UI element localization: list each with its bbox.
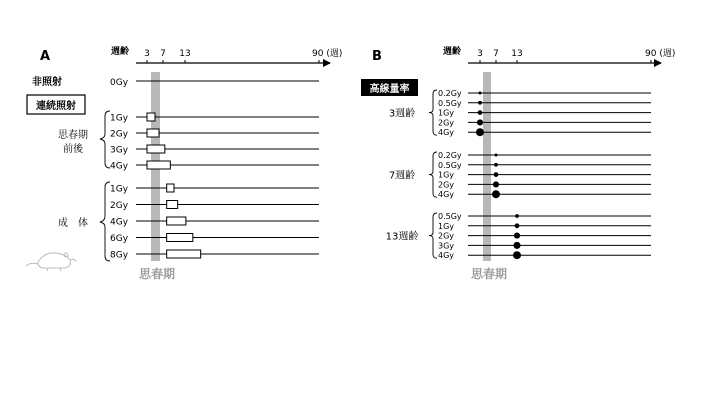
dose-marker xyxy=(494,163,498,167)
dose-label: 0.2Gy xyxy=(438,151,462,160)
dose-label: 1Gy xyxy=(438,221,455,231)
group-adult-label: 成 体 xyxy=(58,218,88,229)
dose-marker xyxy=(492,190,500,198)
dose-marker xyxy=(493,181,499,187)
irradiation-period-bar xyxy=(147,161,170,169)
tick-label-13: 13 xyxy=(179,49,191,59)
tick-label-13: 13 xyxy=(511,49,523,59)
age-group-label: 13週齢 xyxy=(385,231,419,243)
dose-label: 2Gy xyxy=(438,118,455,128)
dose-label: 3Gy xyxy=(438,241,455,251)
group-puberty-brace xyxy=(100,111,110,168)
dose-label: 0.5Gy xyxy=(438,212,462,221)
age-axis-label: 週齢 xyxy=(111,47,130,57)
panel-a-letter: A xyxy=(40,49,51,64)
irradiation-period-bar xyxy=(147,113,155,121)
dose-label: 8Gy xyxy=(110,250,129,261)
high-dose-rate-label: 高線量率 xyxy=(369,84,410,95)
dose-marker xyxy=(513,242,520,249)
group-puberty-label-2: 前後 xyxy=(63,144,83,155)
panel-b xyxy=(361,45,675,281)
dose-label: 0.5Gy xyxy=(438,98,462,108)
dose-marker xyxy=(514,233,520,239)
dose-label: 0.5Gy xyxy=(438,160,462,170)
axis-end-label: 90 (週) xyxy=(645,49,676,59)
dose-label: 4Gy xyxy=(110,161,129,172)
dose-label: 2Gy xyxy=(438,231,455,241)
panel-b-letter: B xyxy=(372,49,382,64)
dose-label: 4Gy xyxy=(438,128,455,138)
dose-label: 4Gy xyxy=(438,190,455,200)
age-group-label: 3週齢 xyxy=(388,108,416,120)
dose-label: 1Gy xyxy=(110,113,129,124)
irradiation-period-bar xyxy=(167,217,186,225)
dose-label: 2Gy xyxy=(110,201,129,211)
dose-label: 0.2Gy xyxy=(438,89,462,98)
irradiation-period-bar xyxy=(147,145,165,153)
dose-label: 4Gy xyxy=(438,251,455,261)
axis-end-label: 90 (週) xyxy=(312,49,343,59)
dose-label: 1Gy xyxy=(110,184,129,195)
irradiation-period-bar xyxy=(167,234,193,242)
dose-marker xyxy=(515,223,520,228)
irradiation-period-bar xyxy=(167,201,178,209)
dose-label: 2Gy xyxy=(110,129,129,140)
dose-label: 3Gy xyxy=(110,145,129,156)
irradiation-period-bar xyxy=(167,184,174,192)
dose-marker xyxy=(478,91,481,94)
puberty-band-label: 思春期 xyxy=(470,267,508,281)
mouse-icon xyxy=(26,253,76,271)
dose-marker xyxy=(476,128,484,136)
tick-label-3: 3 xyxy=(477,49,483,59)
irradiation-period-bar xyxy=(147,129,159,137)
group-unirradiated-label: 非照射 xyxy=(32,77,62,88)
group-puberty-label-1: 思春期 xyxy=(58,130,88,141)
dose-marker xyxy=(494,172,499,177)
dose-marker xyxy=(477,119,483,125)
continuous-badge-label: 連続照射 xyxy=(36,101,76,112)
dose-label: 1Gy xyxy=(438,170,455,180)
dose-label: 2Gy xyxy=(438,180,455,190)
tick-label-7: 7 xyxy=(493,49,499,59)
age-group-label: 7週齢 xyxy=(388,170,416,182)
tick-label-7: 7 xyxy=(160,49,166,59)
tick-label-3: 3 xyxy=(144,49,150,59)
dose-marker xyxy=(494,153,497,156)
dose-label: 1Gy xyxy=(438,108,455,118)
dose-label: 4Gy xyxy=(110,217,129,228)
puberty-band-label: 思春期 xyxy=(138,267,176,281)
panel-a xyxy=(26,45,342,281)
age-group-brace xyxy=(429,213,437,258)
age-group-brace xyxy=(429,152,437,197)
dose-marker xyxy=(478,110,483,115)
irradiation-period-bar xyxy=(167,250,201,258)
dose-marker xyxy=(515,214,519,218)
dose-marker xyxy=(513,251,521,259)
dose-label-0gy: 0Gy xyxy=(110,78,129,88)
dose-label: 6Gy xyxy=(110,234,129,244)
puberty-band xyxy=(483,72,491,261)
age-group-brace xyxy=(429,90,437,135)
group-adult-brace xyxy=(100,182,110,261)
age-axis-label: 週齢 xyxy=(443,47,462,57)
dose-marker xyxy=(478,101,482,105)
